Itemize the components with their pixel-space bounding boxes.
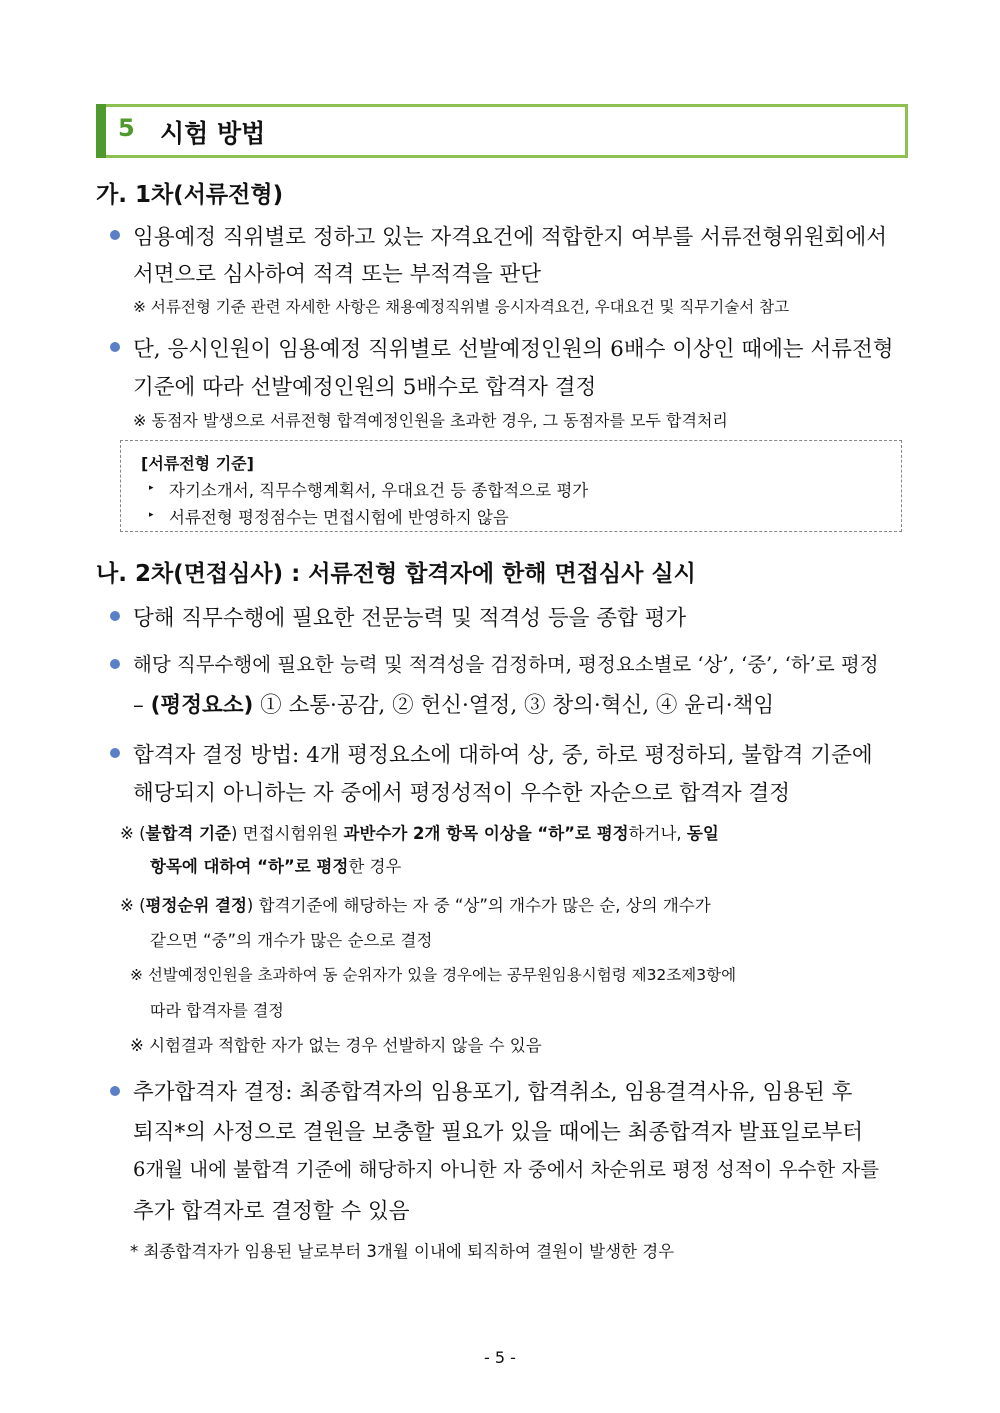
eval-items: ① 소통·공감, ② 헌신·열정, ③ 창의·혁신, ④ 윤리·책임 bbox=[253, 693, 775, 718]
fail-note-bold: 동일 bbox=[686, 824, 719, 843]
criteria-box bbox=[120, 440, 902, 532]
no-suitable-note: ※ 시험결과 적합한 자가 없는 경우 선발하지 않을 수 있음 bbox=[130, 1036, 542, 1055]
bullet-dot bbox=[110, 1086, 120, 1096]
note-a1: ※ 서류전형 기준 관련 자세한 사항은 채용예정직위별 응시자격요건, 우대요건 및 직무기술서 참고 bbox=[133, 298, 790, 316]
bullet-dot bbox=[110, 748, 120, 758]
bullet-b4-line2: 퇴직*의 사정으로 결원을 보충할 필요가 있을 때에는 최종합격자 발표일로부터 bbox=[133, 1120, 864, 1145]
bullet-dot bbox=[110, 230, 120, 240]
eval-elements-line bbox=[133, 688, 774, 719]
eval-dash: – bbox=[133, 693, 151, 718]
rank-decision-label: 평정순위 결정 bbox=[145, 896, 247, 915]
note-mark: ※ ( bbox=[120, 824, 146, 843]
subsection-heading-b: 나. 2차(면접심사) : 서류전형 합격자에 한해 면접심사 실시 bbox=[96, 561, 696, 587]
criteria-item: 서류전형 평정점수는 면접시험에 반영하지 않음 bbox=[169, 508, 509, 527]
fail-note-text: 한 경우 bbox=[348, 857, 402, 876]
note-mark: ※ ( bbox=[120, 896, 146, 915]
note-a2: ※ 동점자 발생으로 서류전형 합격예정인원을 초과한 경우, 그 동점자를 모두 합격처리 bbox=[133, 411, 728, 430]
section-title: 시험 방법 bbox=[160, 119, 266, 148]
bullet-dot bbox=[110, 342, 120, 352]
triangle-bullet-icon: ▸ bbox=[149, 510, 154, 520]
bullet-b4-line4: 추가 합격자로 결정할 수 있음 bbox=[133, 1199, 410, 1224]
fail-note-bold: 항목에 대하여 “하”로 평정 bbox=[150, 857, 349, 876]
bullet-dot bbox=[110, 659, 120, 669]
section-number: 5 bbox=[118, 114, 135, 142]
footnote: * 최종합격자가 임용된 날로부터 3개월 이내에 퇴직하여 결원이 발생한 경우 bbox=[130, 1242, 675, 1261]
bullet-b4-line3: 6개월 내에 불합격 기준에 해당하지 아니한 자 중에서 차순위로 평정 성적이 우수한 자를 bbox=[133, 1158, 880, 1181]
criteria-item: 자기소개서, 직무수행계획서, 우대요건 등 종합적으로 평가 bbox=[169, 481, 589, 500]
tie-note-line1: ※ 선발예정인원을 초과하여 동 순위자가 있을 경우에는 공무원임용시험령 제32조제3항에 bbox=[130, 966, 737, 984]
page-number: - 5 - bbox=[484, 1348, 516, 1367]
fail-criteria-note-line2 bbox=[150, 853, 401, 877]
fail-note-bold: 과반수가 2개 항목 이상을 “하”로 평정 bbox=[343, 824, 629, 843]
section-header bbox=[96, 104, 908, 158]
rank-note-text: ) 합격기준에 해당하는 자 중 “상”의 개수가 많은 순, 상의 개수가 bbox=[246, 896, 711, 915]
tie-note-line2: 따라 합격자를 결정 bbox=[150, 1001, 284, 1020]
rank-decision-note-line2: 같으면 “중”의 개수가 많은 순으로 결정 bbox=[150, 931, 433, 950]
fail-note-text: ) 면접시험위원 bbox=[230, 824, 344, 843]
bullet-b4-line1: 추가합격자 결정: 최종합격자의 임용포기, 합격취소, 임용결격사유, 임용된 후 bbox=[133, 1080, 853, 1105]
bullet-a1-line1: 임용예정 직위별로 정하고 있는 자격요건에 적합한지 여부를 서류전형위원회에서 bbox=[133, 225, 887, 250]
bullet-b1: 당해 직무수행에 필요한 전문능력 및 적격성 등을 종합 평가 bbox=[133, 606, 687, 631]
bullet-a2-line1: 단, 응시인원이 임용예정 직위별로 선발예정인원의 6배수 이상인 때에는 서류전형 bbox=[133, 337, 894, 362]
rank-decision-note bbox=[120, 892, 711, 916]
criteria-title: [서류전형 기준] bbox=[141, 454, 254, 473]
eval-label: (평정요소) bbox=[150, 693, 254, 718]
bullet-b2: 해당 직무수행에 필요한 능력 및 적격성을 검정하며, 평정요소별로 ‘상’, ‘중’, ‘하’로 평정 bbox=[133, 653, 879, 676]
fail-criteria-label: 불합격 기준 bbox=[145, 824, 231, 843]
bullet-a1-line2: 서면으로 심사하여 적격 또는 부적격을 판단 bbox=[133, 262, 542, 287]
bullet-b3-line1: 합격자 결정 방법: 4개 평정요소에 대하여 상, 중, 하로 평정하되, 불합격 기준에 bbox=[133, 743, 873, 768]
fail-criteria-note bbox=[120, 820, 719, 844]
fail-note-text: 하거나, bbox=[628, 824, 687, 843]
header-accent-bar bbox=[96, 104, 106, 158]
bullet-b3-line2: 해당되지 아니하는 자 중에서 평정성적이 우수한 자순으로 합격자 결정 bbox=[133, 781, 790, 806]
subsection-heading-a: 가. 1차(서류전형) bbox=[96, 182, 284, 208]
header-top-rule bbox=[96, 104, 905, 107]
bullet-dot bbox=[110, 611, 120, 621]
triangle-bullet-icon: ▸ bbox=[149, 483, 154, 493]
bullet-a2-line2: 기준에 따라 선발예정인원의 5배수로 합격자 결정 bbox=[133, 375, 597, 400]
